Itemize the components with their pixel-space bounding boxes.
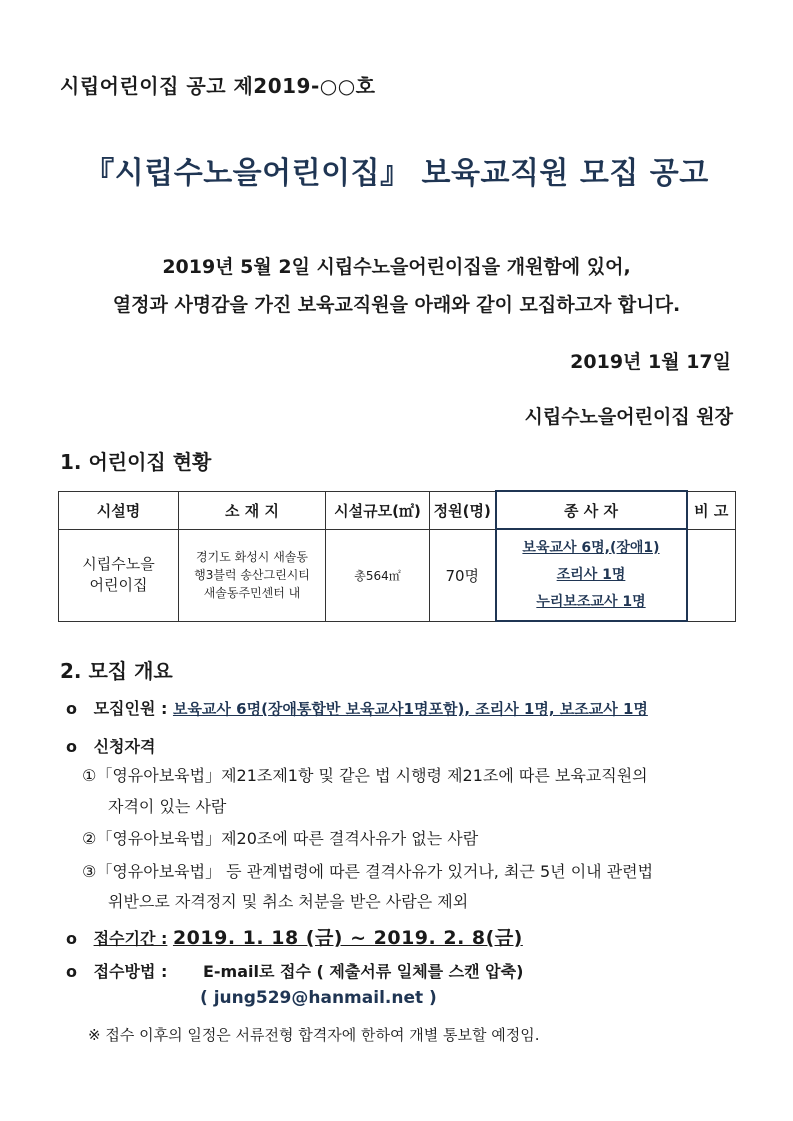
period-row (66, 923, 523, 950)
header-note: 비 고 (687, 491, 736, 529)
cell-address (179, 529, 326, 621)
address-line-2: 행3블럭 송산그린시티 (194, 568, 310, 582)
header-size: 시설규모(㎡) (326, 491, 430, 529)
method-value: E-mail로 접수 ( 제출서류 일체를 스캔 압축) (202, 962, 524, 981)
header-facility-name: 시설명 (59, 491, 179, 529)
address-line-3: 새솔동주민센터 내 (203, 586, 301, 600)
qualification-row (66, 734, 155, 757)
header-staff: 종 사 자 (496, 491, 687, 529)
method-label: 접수방법 : (93, 962, 168, 981)
page-title: 『시립수노을어린이집』 보육교직원 모집 공고 (84, 156, 709, 191)
cell-note (687, 529, 736, 621)
header-capacity: 정원(명) (430, 491, 496, 529)
qualification-label: 신청자격 (93, 737, 156, 756)
recruit-row (66, 696, 648, 719)
bullet-circle-icon: o (66, 962, 77, 981)
header-location: 소 재 지 (179, 491, 326, 529)
cell-staff (496, 529, 687, 621)
intro-line-1: 2019년 5월 2일 시립수노을어린이집을 개원함에 있어, (162, 256, 631, 278)
staff-cook: 조리사 1명 (556, 566, 626, 583)
qualification-item-2: ②「영유아보육법」제20조에 따른 결격사유가 없는 사람 (82, 829, 479, 848)
footnote: ※ 접수 이후의 일정은 서류전형 합격자에 한하여 개별 통보할 예정임. (88, 1026, 540, 1044)
period-value: 2019. 1. 18 (금) ~ 2019. 2. 8(금) (172, 927, 523, 949)
cell-capacity: 70명 (430, 529, 496, 621)
recruit-value: 보육교사 6명(장애통합반 보육교사1명포함), 조리사 1명, 보조교사 1명 (172, 700, 648, 718)
qualification-item-3: ③「영유아보육법」 등 관계법령에 따른 결격사유가 있거나, 최근 5년 이내 관련법 (82, 862, 654, 881)
qualification-item-1-cont: 자격이 있는 사람 (108, 797, 227, 816)
table-row (59, 529, 736, 621)
contact-email: ( jung529@hanmail.net ) (200, 988, 437, 1008)
bullet-circle-icon: o (66, 737, 77, 756)
period-label: 접수기간 : (93, 929, 168, 948)
staff-assistant: 누리보조교사 1명 (536, 593, 646, 610)
qualification-item-1: ①「영유아보육법」제21조제1항 및 같은 법 시행령 제21조에 따른 보육교직원의 (82, 766, 648, 785)
facility-name-line-2: 어린이집 (89, 576, 148, 594)
bullet-circle-icon: o (66, 929, 77, 948)
facility-name-line-1: 시립수노을 (82, 555, 155, 573)
notice-date: 2019년 1월 17일 (570, 351, 731, 373)
address-line-1: 경기도 화성시 새솔동 (196, 550, 308, 564)
section-1-heading: 1. 어린이집 현황 (60, 450, 212, 474)
section-2-heading: 2. 모집 개요 (60, 659, 173, 683)
cell-size: 총564㎡ (326, 529, 430, 621)
bullet-circle-icon: o (66, 699, 77, 718)
recruit-label: 모집인원 : (93, 699, 168, 718)
cell-facility-name (59, 529, 179, 621)
signer: 시립수노을어린이집 원장 (524, 406, 733, 428)
intro-line-2: 열정과 사명감을 가진 보육교직원을 아래와 같이 모집하고자 합니다. (112, 294, 681, 316)
qualification-item-3-cont: 위반으로 자격정지 및 취소 처분을 받은 사람은 제외 (108, 892, 469, 911)
table-header-row (59, 491, 736, 529)
staff-teachers: 보육교사 6명,(장애1) (522, 539, 660, 556)
facility-table (58, 490, 736, 622)
notice-number: 시립어린이집 공고 제2019-○○호 (60, 74, 376, 98)
method-row (66, 959, 523, 982)
